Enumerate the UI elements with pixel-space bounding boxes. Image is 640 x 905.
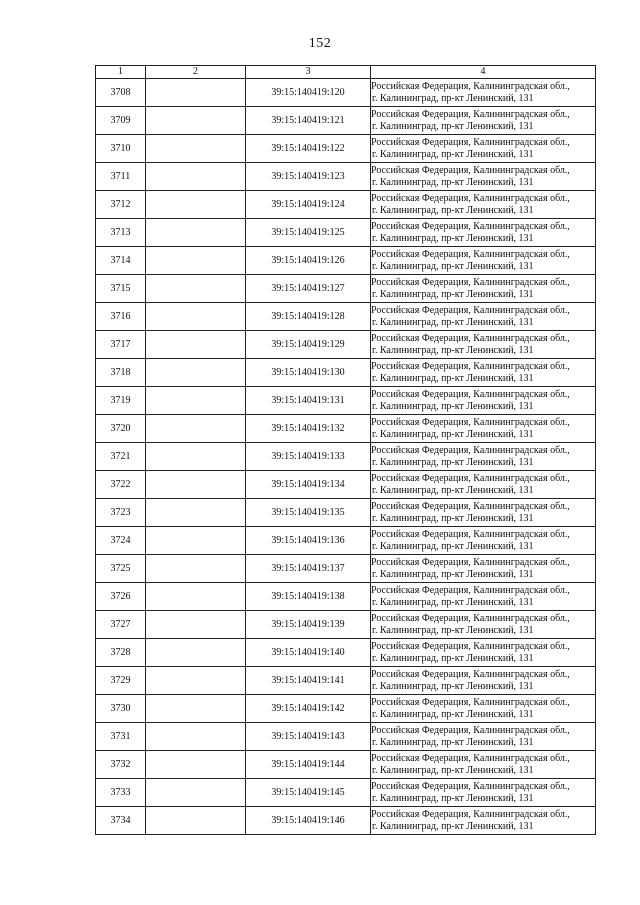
address-cell: [371, 219, 596, 247]
table-row: [96, 247, 596, 275]
empty-cell: [146, 387, 246, 415]
table-row: [96, 415, 596, 443]
address-line-1: Российская Федерация, Калининградская обл.,: [371, 360, 570, 372]
cadastral-number-cell: 39:15:140419:122: [246, 135, 371, 163]
address-line-2: г. Калининград, пр-кт Ленинский, 131: [372, 540, 534, 552]
cadastral-number-cell: 39:15:140419:143: [246, 723, 371, 751]
address-line-1: Российская Федерация, Калининградская обл.,: [371, 220, 570, 232]
table-row: [96, 639, 596, 667]
row-number-cell: 3729: [96, 667, 146, 695]
address-line-1: Российская Федерация, Калининградская обл.,: [371, 192, 570, 204]
address-cell: [371, 79, 596, 107]
address-cell: [371, 303, 596, 331]
cadastral-number-cell: 39:15:140419:127: [246, 275, 371, 303]
table-row: [96, 751, 596, 779]
empty-cell: [146, 807, 246, 835]
empty-cell: [146, 667, 246, 695]
address-line-1: Российская Федерация, Калининградская обл.,: [371, 304, 570, 316]
table-row: [96, 191, 596, 219]
address-line-1: Российская Федерация, Калининградская обл.,: [371, 724, 570, 736]
table-row: [96, 359, 596, 387]
row-number-cell: 3733: [96, 779, 146, 807]
table-body: [96, 79, 596, 835]
address-line-2: г. Калининград, пр-кт Ленинский, 131: [372, 820, 534, 832]
row-number-cell: 3731: [96, 723, 146, 751]
cadastral-number-cell: 39:15:140419:133: [246, 443, 371, 471]
address-line-1: Российская Федерация, Калининградская обл.,: [371, 388, 570, 400]
table-row: [96, 275, 596, 303]
cadastral-number-cell: 39:15:140419:130: [246, 359, 371, 387]
row-number-cell: 3710: [96, 135, 146, 163]
address-line-1: Российская Федерация, Калининградская обл.,: [371, 416, 570, 428]
empty-cell: [146, 695, 246, 723]
header-row: [96, 66, 596, 79]
table-row: [96, 499, 596, 527]
table-row: [96, 555, 596, 583]
table-row: [96, 387, 596, 415]
address-line-2: г. Калининград, пр-кт Ленинский, 131: [372, 736, 534, 748]
table-row: [96, 303, 596, 331]
row-number-cell: 3708: [96, 79, 146, 107]
address-line-2: г. Калининград, пр-кт Ленинский, 131: [372, 428, 534, 440]
empty-cell: [146, 331, 246, 359]
cadastral-number-cell: 39:15:140419:136: [246, 527, 371, 555]
address-line-2: г. Калининград, пр-кт Ленинский, 131: [372, 708, 534, 720]
address-cell: [371, 163, 596, 191]
cadastral-number-cell: 39:15:140419:134: [246, 471, 371, 499]
address-cell: [371, 107, 596, 135]
column-header-2: 2: [146, 66, 246, 79]
address-cell: [371, 471, 596, 499]
address-line-2: г. Калининград, пр-кт Ленинский, 131: [372, 792, 534, 804]
cadastral-number-cell: 39:15:140419:135: [246, 499, 371, 527]
address-line-1: Российская Федерация, Калининградская обл.,: [371, 528, 570, 540]
address-line-2: г. Калининград, пр-кт Ленинский, 131: [372, 176, 534, 188]
empty-cell: [146, 611, 246, 639]
address-line-1: Российская Федерация, Калининградская обл.,: [371, 332, 570, 344]
address-cell: [371, 359, 596, 387]
address-line-1: Российская Федерация, Калининградская обл.,: [371, 808, 570, 820]
address-cell: [371, 555, 596, 583]
address-cell: [371, 135, 596, 163]
address-cell: [371, 247, 596, 275]
table-row: [96, 611, 596, 639]
address-line-1: Российская Федерация, Калининградская обл.,: [371, 668, 570, 680]
address-line-2: г. Калининград, пр-кт Ленинский, 131: [372, 652, 534, 664]
table-row: [96, 583, 596, 611]
row-number-cell: 3721: [96, 443, 146, 471]
cadastral-number-cell: 39:15:140419:125: [246, 219, 371, 247]
cadastral-number-cell: 39:15:140419:137: [246, 555, 371, 583]
cadastral-number-cell: 39:15:140419:140: [246, 639, 371, 667]
table-row: [96, 79, 596, 107]
empty-cell: [146, 163, 246, 191]
address-cell: [371, 667, 596, 695]
empty-cell: [146, 275, 246, 303]
address-line-2: г. Калининград, пр-кт Ленинский, 131: [372, 512, 534, 524]
address-line-2: г. Калининград, пр-кт Ленинский, 131: [372, 92, 534, 104]
table-row: [96, 807, 596, 835]
address-line-1: Российская Федерация, Калининградская обл.,: [371, 612, 570, 624]
row-number-cell: 3728: [96, 639, 146, 667]
empty-cell: [146, 219, 246, 247]
empty-cell: [146, 583, 246, 611]
address-line-1: Российская Федерация, Калининградская обл.,: [371, 248, 570, 260]
cadastral-number-cell: 39:15:140419:129: [246, 331, 371, 359]
row-number-cell: 3723: [96, 499, 146, 527]
row-number-cell: 3732: [96, 751, 146, 779]
table-row: [96, 443, 596, 471]
cadastral-number-cell: 39:15:140419:120: [246, 79, 371, 107]
address-line-2: г. Калининград, пр-кт Ленинский, 131: [372, 316, 534, 328]
empty-cell: [146, 107, 246, 135]
table-row: [96, 163, 596, 191]
cadastral-number-cell: 39:15:140419:145: [246, 779, 371, 807]
cadastral-number-cell: 39:15:140419:128: [246, 303, 371, 331]
row-number-cell: 3725: [96, 555, 146, 583]
row-number-cell: 3713: [96, 219, 146, 247]
address-line-1: Российская Федерация, Калининградская обл.,: [371, 108, 570, 120]
address-cell: [371, 275, 596, 303]
address-line-1: Российская Федерация, Калининградская обл.,: [371, 696, 570, 708]
row-number-cell: 3719: [96, 387, 146, 415]
address-cell: [371, 499, 596, 527]
empty-cell: [146, 471, 246, 499]
row-number-cell: 3726: [96, 583, 146, 611]
address-line-1: Российская Федерация, Калининградская обл.,: [371, 500, 570, 512]
row-number-cell: 3714: [96, 247, 146, 275]
cadastral-number-cell: 39:15:140419:123: [246, 163, 371, 191]
empty-cell: [146, 779, 246, 807]
row-number-cell: 3712: [96, 191, 146, 219]
address-line-1: Российская Федерация, Калининградская обл.,: [371, 136, 570, 148]
empty-cell: [146, 79, 246, 107]
empty-cell: [146, 527, 246, 555]
cadastral-number-cell: 39:15:140419:138: [246, 583, 371, 611]
cadastral-number-cell: 39:15:140419:132: [246, 415, 371, 443]
address-line-2: г. Калининград, пр-кт Ленинский, 131: [372, 232, 534, 244]
address-line-1: Российская Федерация, Калининградская обл.,: [371, 472, 570, 484]
address-cell: [371, 331, 596, 359]
empty-cell: [146, 443, 246, 471]
address-line-1: Российская Федерация, Калининградская обл.,: [371, 556, 570, 568]
address-line-2: г. Калининград, пр-кт Ленинский, 131: [372, 680, 534, 692]
address-line-2: г. Калининград, пр-кт Ленинский, 131: [372, 204, 534, 216]
address-cell: [371, 807, 596, 835]
row-number-cell: 3720: [96, 415, 146, 443]
address-line-1: Российская Федерация, Калининградская обл.,: [371, 276, 570, 288]
empty-cell: [146, 723, 246, 751]
address-cell: [371, 779, 596, 807]
empty-cell: [146, 135, 246, 163]
cadastral-number-cell: 39:15:140419:142: [246, 695, 371, 723]
cadastral-number-cell: 39:15:140419:121: [246, 107, 371, 135]
address-line-1: Российская Федерация, Калининградская обл.,: [371, 640, 570, 652]
cadastral-number-cell: 39:15:140419:126: [246, 247, 371, 275]
registry-table: [95, 65, 596, 835]
address-line-1: Российская Федерация, Калининградская обл.,: [371, 584, 570, 596]
address-line-1: Российская Федерация, Калининградская обл.,: [371, 444, 570, 456]
table-row: [96, 779, 596, 807]
address-line-2: г. Калининград, пр-кт Ленинский, 131: [372, 260, 534, 272]
empty-cell: [146, 555, 246, 583]
table-row: [96, 219, 596, 247]
address-line-2: г. Калининград, пр-кт Ленинский, 131: [372, 120, 534, 132]
empty-cell: [146, 751, 246, 779]
address-line-1: Российская Федерация, Калининградская обл.,: [371, 80, 570, 92]
empty-cell: [146, 247, 246, 275]
address-cell: [371, 751, 596, 779]
row-number-cell: 3718: [96, 359, 146, 387]
address-line-1: Российская Федерация, Калининградская обл.,: [371, 752, 570, 764]
address-line-2: г. Калининград, пр-кт Ленинский, 131: [372, 624, 534, 636]
table-row: [96, 135, 596, 163]
cadastral-number-cell: 39:15:140419:144: [246, 751, 371, 779]
address-line-2: г. Калининград, пр-кт Ленинский, 131: [372, 596, 534, 608]
row-number-cell: 3717: [96, 331, 146, 359]
table-row: [96, 695, 596, 723]
address-cell: [371, 527, 596, 555]
address-cell: [371, 583, 596, 611]
table-row: [96, 107, 596, 135]
cadastral-number-cell: 39:15:140419:139: [246, 611, 371, 639]
address-line-2: г. Калининград, пр-кт Ленинский, 131: [372, 372, 534, 384]
empty-cell: [146, 499, 246, 527]
table-row: [96, 723, 596, 751]
address-line-2: г. Калининград, пр-кт Ленинский, 131: [372, 344, 534, 356]
address-cell: [371, 611, 596, 639]
address-line-2: г. Калининград, пр-кт Ленинский, 131: [372, 764, 534, 776]
column-header-4: 4: [371, 66, 596, 79]
address-line-2: г. Калининград, пр-кт Ленинский, 131: [372, 484, 534, 496]
address-line-2: г. Калининград, пр-кт Ленинский, 131: [372, 148, 534, 160]
cadastral-number-cell: 39:15:140419:131: [246, 387, 371, 415]
page-number: 152: [308, 36, 332, 51]
row-number-cell: 3715: [96, 275, 146, 303]
address-cell: [371, 695, 596, 723]
table-row: [96, 527, 596, 555]
cadastral-number-cell: 39:15:140419:141: [246, 667, 371, 695]
row-number-cell: 3722: [96, 471, 146, 499]
row-number-cell: 3709: [96, 107, 146, 135]
row-number-cell: 3734: [96, 807, 146, 835]
address-cell: [371, 415, 596, 443]
address-line-2: г. Калининград, пр-кт Ленинский, 131: [372, 288, 534, 300]
cadastral-number-cell: 39:15:140419:146: [246, 807, 371, 835]
address-line-2: г. Калининград, пр-кт Ленинский, 131: [372, 568, 534, 580]
address-cell: [371, 387, 596, 415]
row-number-cell: 3730: [96, 695, 146, 723]
column-header-1: 1: [96, 66, 146, 79]
row-number-cell: 3724: [96, 527, 146, 555]
empty-cell: [146, 191, 246, 219]
address-line-2: г. Калининград, пр-кт Ленинский, 131: [372, 456, 534, 468]
address-line-2: г. Калининград, пр-кт Ленинский, 131: [372, 400, 534, 412]
empty-cell: [146, 639, 246, 667]
table-row: [96, 331, 596, 359]
table-row: [96, 471, 596, 499]
empty-cell: [146, 359, 246, 387]
address-cell: [371, 443, 596, 471]
address-cell: [371, 723, 596, 751]
table-row: [96, 667, 596, 695]
address-cell: [371, 639, 596, 667]
row-number-cell: 3716: [96, 303, 146, 331]
address-line-1: Российская Федерация, Калининградская обл.,: [371, 164, 570, 176]
empty-cell: [146, 303, 246, 331]
empty-cell: [146, 415, 246, 443]
cadastral-number-cell: 39:15:140419:124: [246, 191, 371, 219]
row-number-cell: 3727: [96, 611, 146, 639]
address-line-1: Российская Федерация, Калининградская обл.,: [371, 780, 570, 792]
address-cell: [371, 191, 596, 219]
column-header-3: 3: [246, 66, 371, 79]
row-number-cell: 3711: [96, 163, 146, 191]
